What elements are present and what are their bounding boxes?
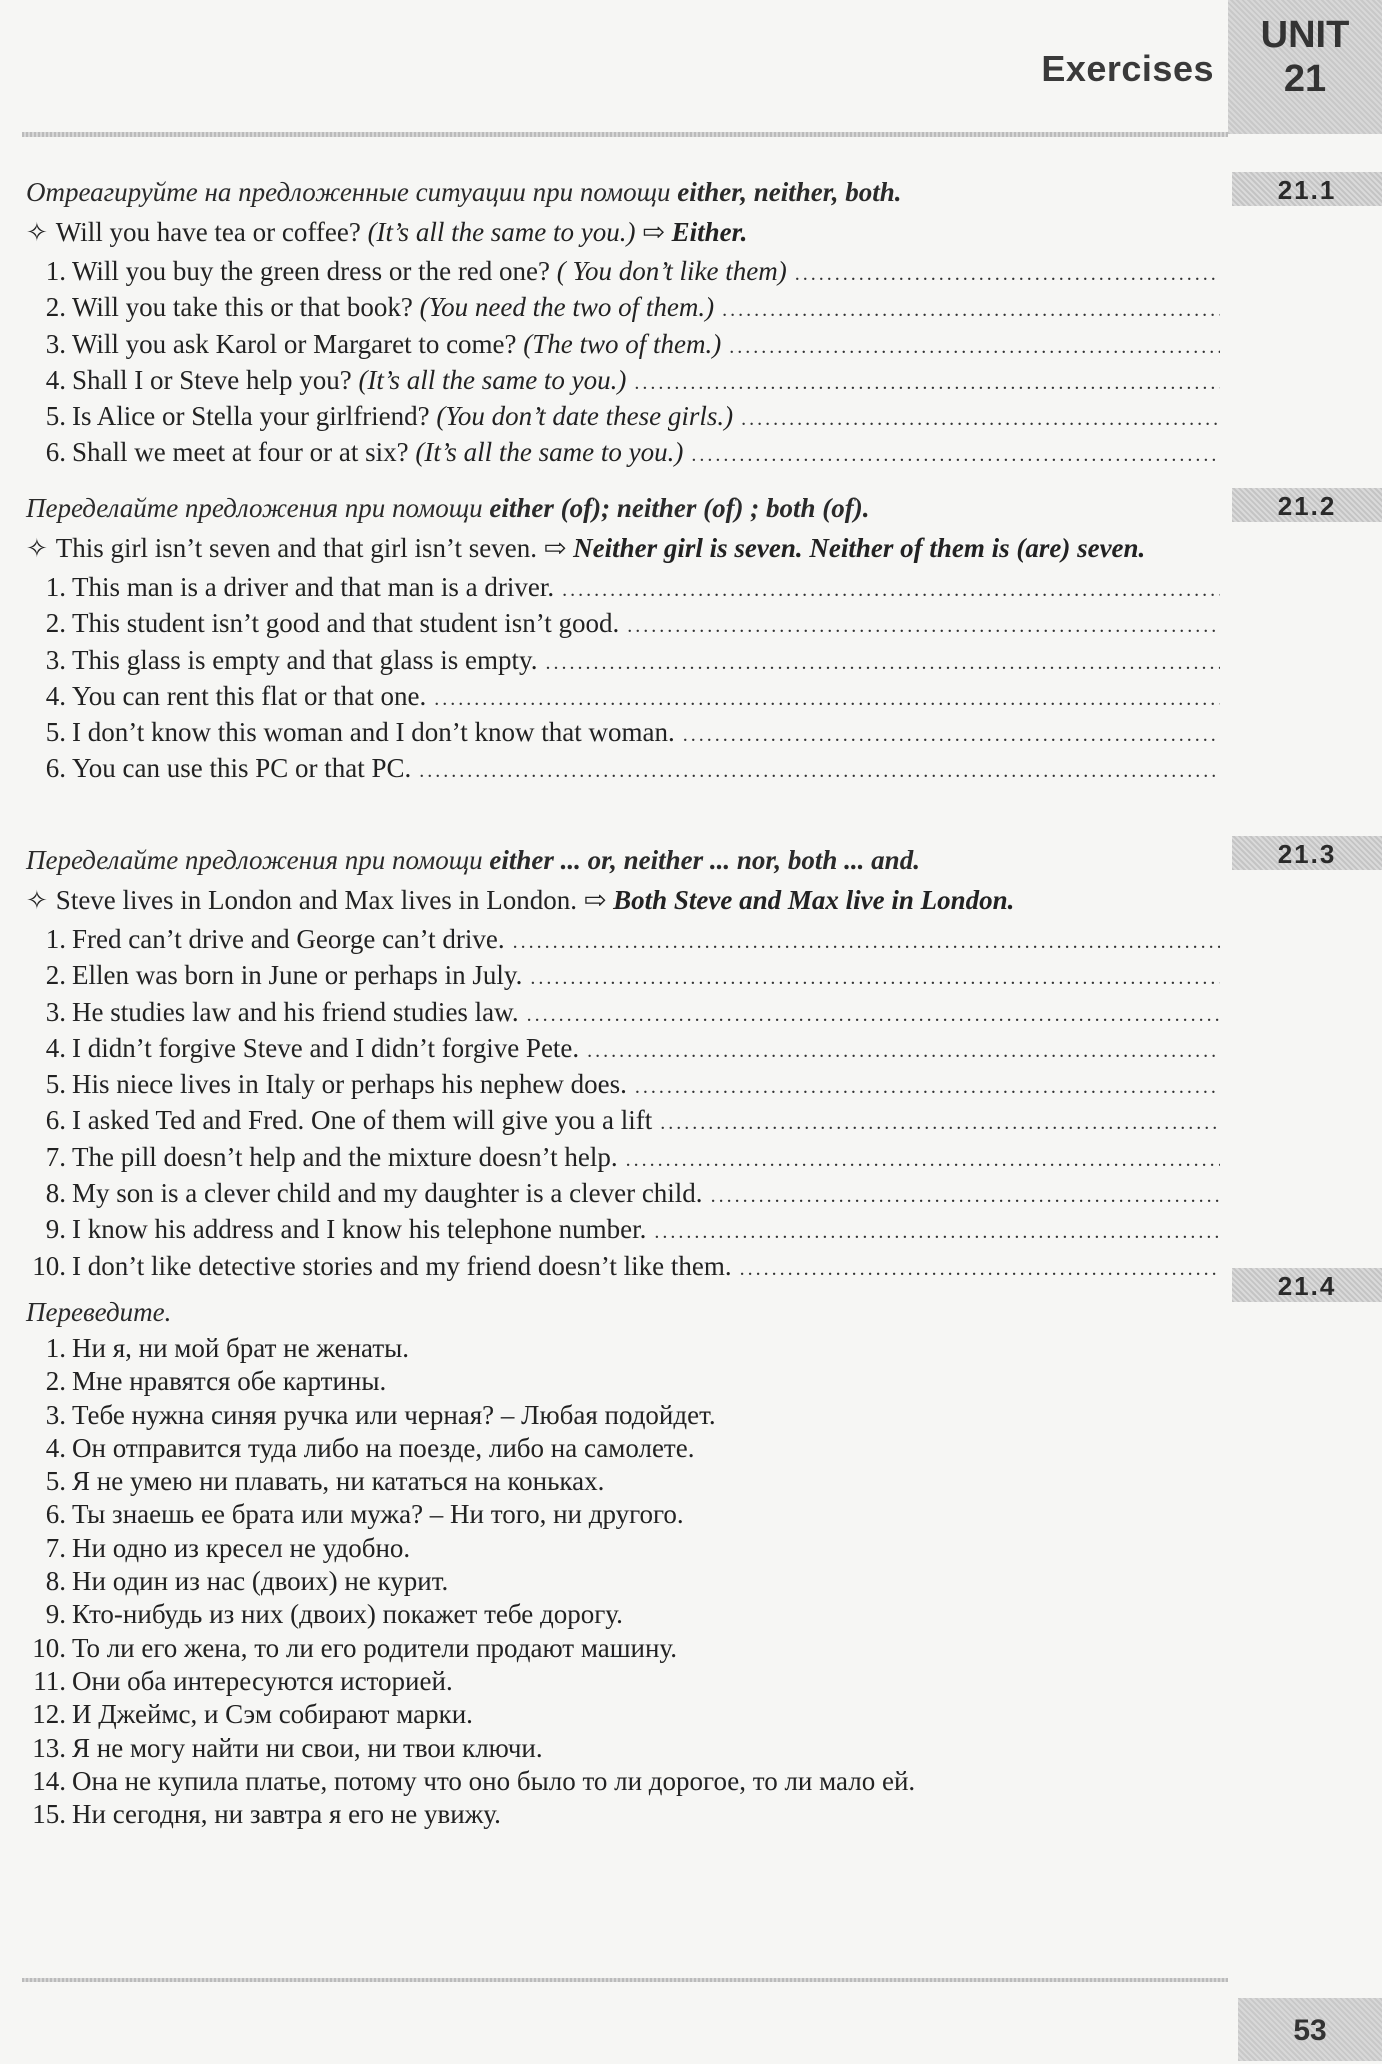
- list-item: 10. I don’t like detective stories and my friend doesn’t like them. .....: [26, 1250, 1226, 1286]
- unit-label: UNIT: [1260, 14, 1350, 56]
- list-item: 2. Will you take this or that book? (You need the two of them.) .....: [26, 291, 1226, 327]
- list-item: 6. You can use this PC or that PC. .....: [26, 752, 1226, 788]
- list-item: 1. Ни я, ни мой брат не женаты.: [45, 1333, 410, 1363]
- exercise-instruction: Переделайте предложения при помощи either ... or, neither ... nor, both ... and.: [26, 845, 920, 875]
- exercise-items: [26, 1332, 1226, 1831]
- answer-blank: [741, 403, 1220, 436]
- exercise-items: [26, 255, 1226, 473]
- answer-blank: [635, 1071, 1220, 1104]
- footer-divider: [22, 1978, 1228, 1982]
- arrow-icon: ⇨: [537, 533, 574, 563]
- answer-blank: [691, 439, 1220, 472]
- answer-blank: [722, 294, 1220, 327]
- list-item: 7. Ни одно из кресел не удобно.: [45, 1532, 411, 1563]
- list-item: 13. Я не могу найти ни свои, ни твои ключи.: [32, 1732, 543, 1763]
- unit-badge: [1228, 0, 1382, 134]
- list-item: 3. Will you ask Karol or Margaret to come? (The two of them.) .....: [26, 328, 1226, 364]
- list-item: 4. Shall I or Steve help you? (It’s all the same to you.) .....: [26, 364, 1226, 400]
- list-item: 1. Will you buy the green dress or the red one? ( You don’t like them) .....: [26, 255, 1226, 291]
- page-title: Exercises: [1041, 48, 1214, 89]
- star-icon: ✧: [26, 218, 48, 247]
- exercise-instruction: Переделайте предложения при помощи either (of); neither (of) ; both (of).: [26, 493, 870, 523]
- unit-number: 21: [1283, 58, 1327, 100]
- list-item: 5. I don’t know this woman and I don’t know that woman. .....: [26, 716, 1226, 752]
- list-item: 15. Ни сегодня, ни завтра я его не увижу.: [32, 1799, 501, 1830]
- list-item: 8. My son is a clever child and my daughter is a clever child. .....: [26, 1177, 1226, 1213]
- list-item: 9. I know his address and I know his telephone number. .....: [26, 1213, 1226, 1249]
- list-item: 2. This student isn’t good and that student isn’t good. .....: [26, 607, 1226, 643]
- exercise-items: [26, 923, 1226, 1286]
- answer-blank: [729, 331, 1220, 364]
- list-item: 3. This glass is empty and that glass is empty. .....: [26, 644, 1226, 680]
- list-item: 3. Тебе нужна синяя ручка или черная? – Любая подойдет.: [45, 1399, 716, 1430]
- answer-blank: [530, 962, 1220, 995]
- list-item: 6. Ты знаешь ее брата или мужа? – Ни того, ни другого.: [45, 1499, 684, 1530]
- exercise-21-2: [26, 488, 1226, 789]
- list-item: 10. То ли его жена, то ли его родители продают машину.: [32, 1632, 677, 1663]
- list-item: 3. He studies law and his friend studies law. .....: [26, 996, 1226, 1032]
- list-item: 4. I didn’t forgive Steve and I didn’t forgive Pete. .....: [26, 1032, 1226, 1068]
- answer-blank: [683, 719, 1220, 752]
- star-icon: ✧: [26, 534, 48, 563]
- list-item: 6. I asked Ted and Fred. One of them will give you a lift .....: [26, 1104, 1226, 1140]
- exercise-21-1: [26, 172, 1226, 473]
- answer-blank: [419, 755, 1220, 788]
- answer-blank: [795, 258, 1220, 291]
- answer-blank: [654, 1216, 1220, 1249]
- exercise-tag-21-2: 21.2: [1232, 488, 1382, 522]
- list-item: 2. Ellen was born in June or perhaps in July. .....: [26, 959, 1226, 995]
- answer-blank: [740, 1253, 1220, 1286]
- exercise-items: [26, 571, 1226, 789]
- exercise-tag-21-3: 21.3: [1232, 836, 1382, 870]
- exercise-tag-21-4: 21.4: [1232, 1268, 1382, 1302]
- answer-blank: [711, 1180, 1220, 1213]
- list-item: 4. Он отправится туда либо на поезде, либо на самолете.: [45, 1432, 695, 1463]
- list-item: 6. Shall we meet at four or at six? (It’s all the same to you.) .....: [26, 436, 1226, 472]
- answer-blank: [513, 926, 1220, 959]
- list-item: 9. Кто-нибудь из них (двоих) покажет тебе дорогу.: [45, 1599, 623, 1630]
- page-number: 53: [1238, 1998, 1382, 2061]
- exercise-example: ✧ This girl isn’t seven and that girl isn’t seven. ⇨ Neither girl is seven. Neither of them is (are) seven.: [26, 533, 1146, 563]
- answer-blank: [545, 647, 1220, 680]
- list-item: 5. Я не умею ни плавать, ни кататься на коньках.: [45, 1466, 605, 1497]
- list-item: 7. The pill doesn’t help and the mixture doesn’t help. .....: [26, 1141, 1226, 1177]
- list-item: 5. His niece lives in Italy or perhaps his nephew does. .....: [26, 1068, 1226, 1104]
- exercise-21-3: [26, 840, 1226, 1286]
- list-item: 11. Они оба интересуются историей.: [33, 1665, 453, 1696]
- list-item: 4. You can rent this flat or that one. .....: [26, 680, 1226, 716]
- answer-blank: [527, 999, 1220, 1032]
- answer-blank: [626, 1144, 1220, 1177]
- exercise-instruction: Переведите.: [26, 1297, 172, 1327]
- list-item: 5. Is Alice or Stella your girlfriend? (You don’t date these girls.) .....: [26, 400, 1226, 436]
- answer-blank: [587, 1035, 1220, 1068]
- exercise-example: ✧ Will you have tea or coffee? (It’s all the same to you.) ⇨ Either.: [26, 217, 748, 247]
- star-icon: ✧: [26, 886, 48, 915]
- answer-blank: [434, 683, 1220, 716]
- exercise-21-4: [26, 1292, 1226, 1831]
- list-item: 14. Она не купила платье, потому что оно было то ли дорогое, то ли мало ей.: [32, 1765, 916, 1796]
- list-item: 1. This man is a driver and that man is a driver. .....: [26, 571, 1226, 607]
- arrow-icon: ⇨: [576, 885, 614, 915]
- answer-blank: [660, 1107, 1220, 1140]
- header-divider: [22, 132, 1228, 137]
- arrow-icon: ⇨: [635, 217, 672, 247]
- list-item: 2. Мне нравятся обе картины.: [45, 1366, 387, 1397]
- answer-blank: [634, 367, 1220, 400]
- list-item: 8. Ни один из нас (двоих) не курит.: [45, 1566, 449, 1597]
- exercise-tag-21-1: 21.1: [1232, 172, 1382, 206]
- answer-blank: [627, 610, 1220, 643]
- list-item: 12. И Джеймс, и Сэм собирают марки.: [32, 1699, 473, 1730]
- exercise-instruction: Отреагируйте на предложенные ситуации при помощи either, neither, both.: [26, 177, 902, 207]
- answer-blank: [562, 574, 1220, 607]
- list-item: 1. Fred can’t drive and George can’t drive. .....: [26, 923, 1226, 959]
- exercise-example: ✧ Steve lives in London and Max lives in London. ⇨ Both Steve and Max live in London.: [26, 885, 1015, 915]
